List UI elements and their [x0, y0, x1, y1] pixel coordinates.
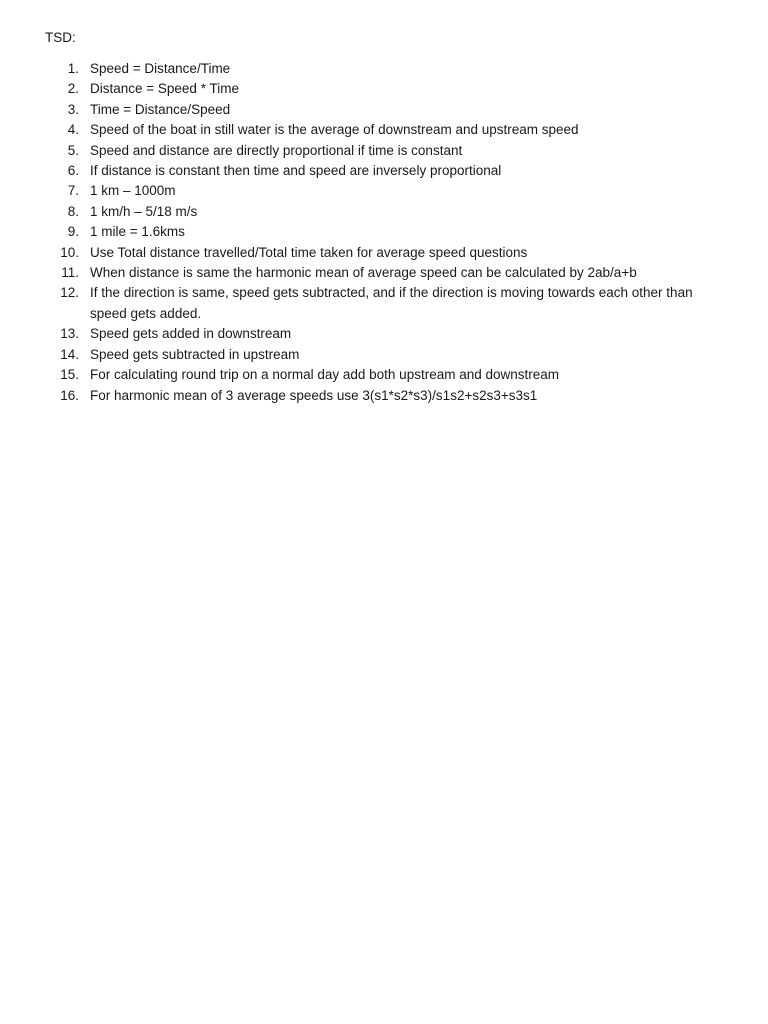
formula-list — [45, 59, 725, 406]
list-item-text: Speed of the boat in still water is the average of downstream and upstream speed — [90, 122, 579, 138]
list-item-number: 1. — [67, 61, 79, 76]
list-item-number: 14. — [60, 346, 79, 362]
list-item — [45, 202, 725, 222]
list-item-text: Speed = Distance/Time — [90, 61, 231, 76]
list-item — [45, 120, 725, 140]
list-item-number: 2. — [67, 81, 79, 97]
list-item — [45, 181, 725, 201]
list-item — [45, 365, 725, 385]
list-item-number: 13. — [60, 326, 79, 342]
list-item-number: 9. — [67, 224, 79, 240]
list-item-text: If the direction is same, speed gets subtracted, and if the direction is moving towards each other than speed gets added. — [90, 285, 693, 321]
list-item-number: 5. — [67, 142, 79, 158]
list-item-text: When distance is same the harmonic mean of average speed can be calculated by 2ab/a+b — [90, 265, 637, 281]
list-item-text: Time = Distance/Speed — [90, 101, 231, 117]
list-item — [45, 243, 725, 263]
list-item-number: 6. — [67, 163, 79, 179]
list-item-number: 10. — [60, 244, 79, 260]
list-item — [45, 100, 725, 120]
list-item-text: Use Total distance travelled/Total time taken for average speed questions — [90, 244, 528, 260]
list-item-text: Speed gets subtracted in upstream — [90, 346, 300, 362]
list-item — [45, 161, 725, 181]
list-item-text: Distance = Speed * Time — [90, 81, 239, 97]
list-item-text: Speed gets added in downstream — [90, 326, 292, 342]
list-item — [45, 141, 725, 161]
list-item — [45, 283, 725, 324]
list-item-text: 1 mile = 1.6kms — [90, 224, 185, 240]
list-item — [45, 345, 725, 365]
list-item-text: For harmonic mean of 3 average speeds use 3(s1*s2*s3)/s1s2+s2s3+s3s1 — [90, 387, 538, 403]
list-item-number: 3. — [67, 101, 79, 117]
list-item-number: 8. — [67, 203, 79, 219]
list-item-text: 1 km/h – 5/18 m/s — [90, 203, 198, 219]
list-item — [45, 263, 725, 283]
list-item — [45, 386, 725, 406]
list-item-number: 11. — [61, 265, 79, 281]
list-item — [45, 324, 725, 344]
list-item — [45, 222, 725, 242]
document-heading: TSD: — [45, 30, 76, 45]
list-item-text: If distance is constant then time and speed are inversely proportional — [90, 163, 502, 179]
list-item — [45, 79, 725, 99]
list-item-text: Speed and distance are directly proportional if time is constant — [90, 142, 463, 158]
list-item-number: 15. — [60, 367, 79, 383]
list-item-text: 1 km – 1000m — [90, 183, 176, 199]
list-item-text: For calculating round trip on a normal day add both upstream and downstream — [90, 367, 560, 383]
list-item-number: 12. — [60, 285, 79, 301]
list-item-number: 7. — [67, 183, 79, 199]
list-item-number: 4. — [67, 122, 79, 138]
list-item — [45, 59, 725, 79]
list-item-number: 16. — [60, 387, 79, 403]
